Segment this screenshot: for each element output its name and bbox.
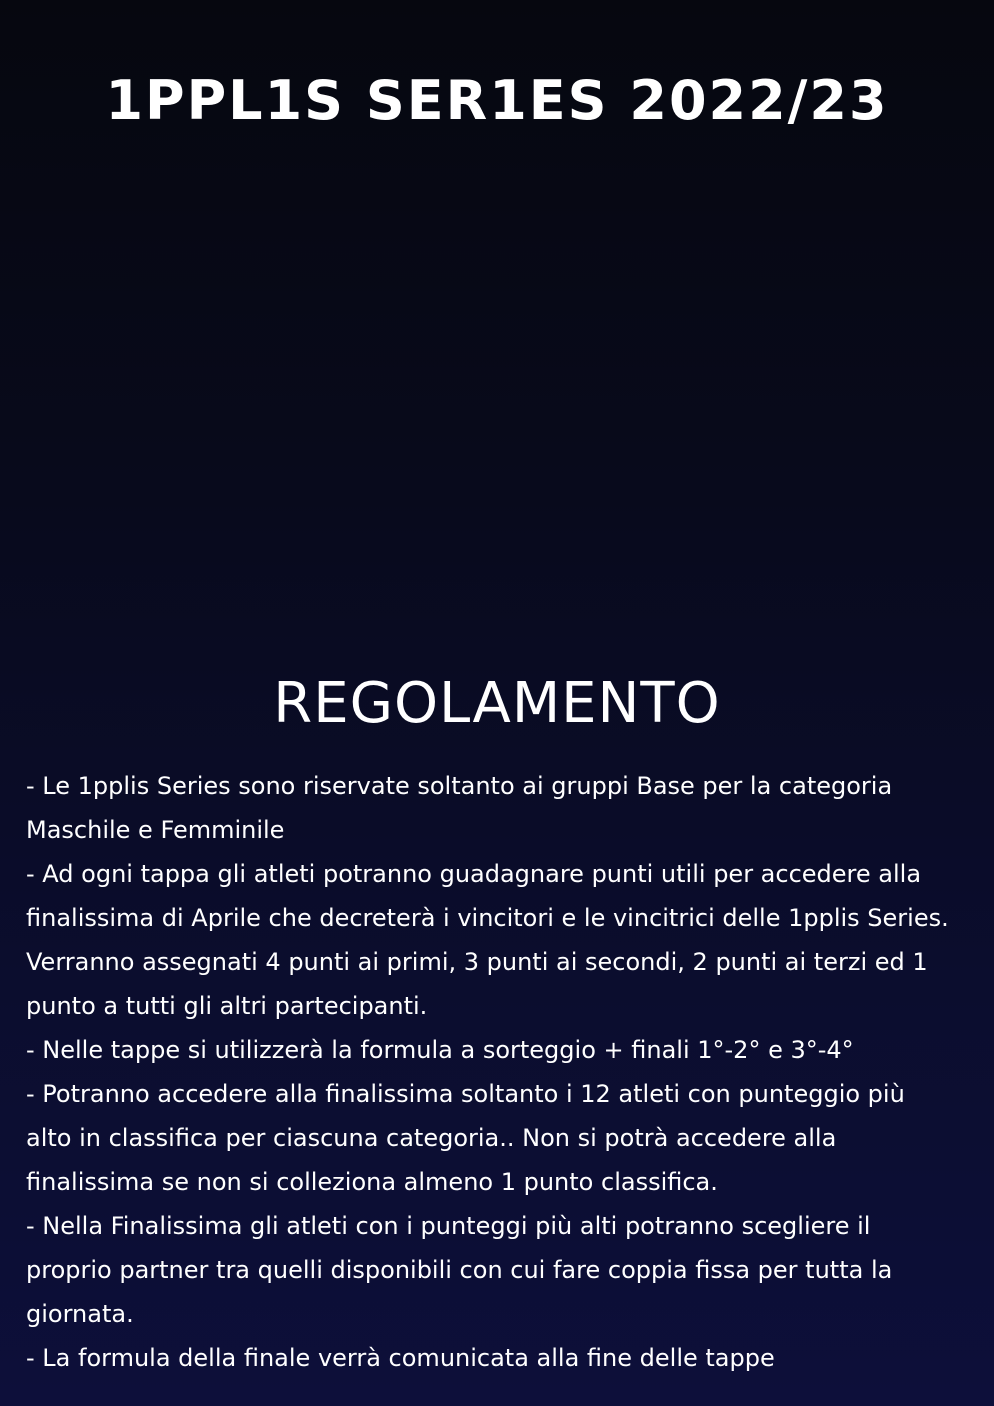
schedule-list bbox=[0, 208, 994, 461]
footnotes bbox=[0, 458, 994, 568]
rule-item: - Potranno accedere alla finalissima soltanto i 12 atleti con punteggio più alto in classifica per ciascuna categoria.. Non si potrà accedere alla finalissima se non si colleziona almeno 1 punto classifica. bbox=[26, 1080, 905, 1196]
schedule-item bbox=[0, 360, 994, 411]
schedule-item bbox=[0, 259, 994, 310]
footnote bbox=[0, 531, 994, 568]
rule-item: - Ad ogni tappa gli atleti potranno guadagnare punti utili per accedere alla finalissima di Aprile che decreterà i vincitori e le vincitrici delle 1pplis Series. Verranno assegnati 4 punti ai primi, 3 punti ai secondi, 2 punti ai terzi ed 1 punto a tutti gli altri partecipanti. bbox=[26, 860, 949, 1020]
footnote bbox=[0, 495, 994, 532]
schedule-item bbox=[0, 208, 994, 259]
rule-item: - Le 1pplis Series sono riservate soltanto ai gruppi Base per la categoria Maschile e Femminile bbox=[26, 772, 893, 844]
rule-item: - Nella Finalissima gli atleti con i punteggi più alti potranno scegliere il proprio partner tra quelli disponibili con cui fare coppia fissa per tutta la giornata. bbox=[26, 1212, 893, 1328]
page-title: 1PPL1S SER1ES 2022/23 bbox=[105, 69, 889, 132]
schedule-item-final bbox=[0, 410, 994, 461]
rule-item: - Nelle tappe si utilizzerà la formula a sorteggio + finali 1°-2° e 3°-4° bbox=[26, 1036, 854, 1064]
rule-item: - La formula della finale verrà comunicata alla fine delle tappe bbox=[26, 1344, 775, 1372]
regolamento-heading: REGOLAMENTO bbox=[273, 671, 721, 736]
rules-list bbox=[26, 764, 956, 1380]
schedule-item bbox=[0, 309, 994, 360]
footnote bbox=[0, 458, 994, 495]
